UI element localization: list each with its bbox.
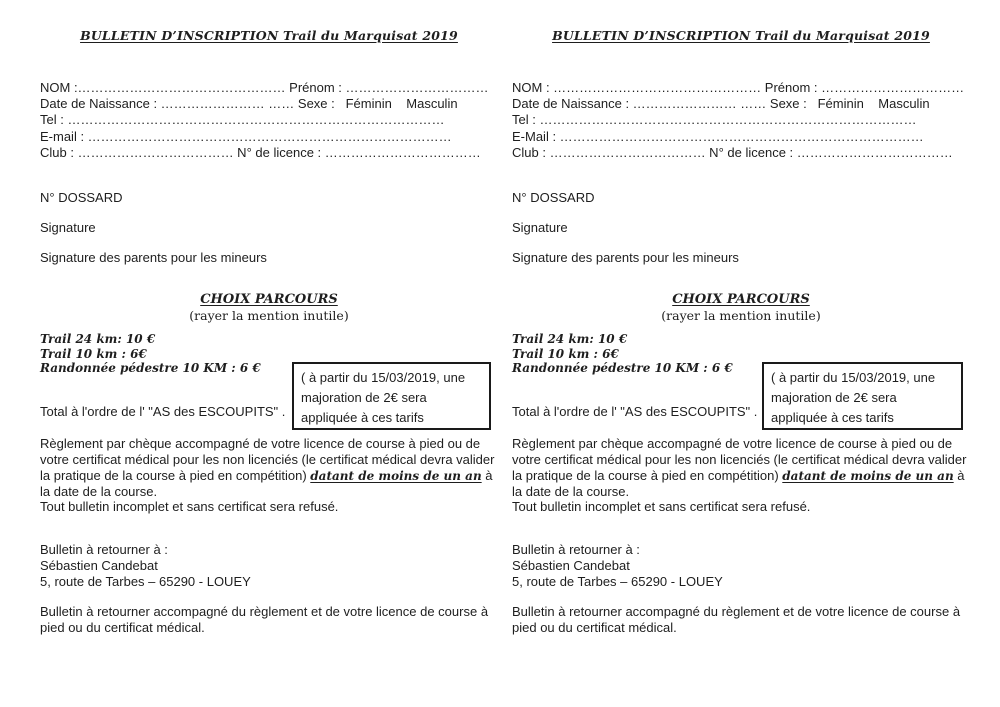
return-address-street: 5, route de Tarbes – 65290 - LOUEY <box>40 573 251 589</box>
dossard-label: N° DOSSARD <box>512 190 595 205</box>
refusal-notice: Tout bulletin incomplet et sans certificat sera refusé. <box>512 499 811 514</box>
signature-minors-label: Signature des parents pour les mineurs <box>512 250 739 265</box>
surcharge-note-box: ( à partir du 15/03/2019, une majoration de 2€ sera appliquée à ces tarifs <box>292 362 491 430</box>
field-email: E-Mail : ………………………………………………………………………… <box>512 128 924 144</box>
field-nom-prenom: NOM : ………………………………………… Prénom : …………………………… <box>512 80 965 95</box>
final-instruction: Bulletin à retourner accompagné du règlement et de votre licence de course à pied ou du certificat médical. <box>40 604 489 635</box>
surcharge-note-box: ( à partir du 15/03/2019, une majoration de 2€ sera appliquée à ces tarifs <box>762 362 963 430</box>
form-title: BULLETIN D’INSCRIPTION Trail du Marquisat 2019 <box>80 28 458 43</box>
signature-label: Signature <box>40 220 96 235</box>
field-email: E-mail : ………………………………………………………………………… <box>40 128 452 144</box>
price-trail-24: Trail 24 km: 10 € <box>40 332 156 346</box>
price-trail-24: Trail 24 km: 10 € <box>512 332 628 346</box>
course-choice-subtitle: (rayer la mention inutile) <box>189 308 349 323</box>
identity-fields <box>512 80 970 161</box>
course-choice-title: CHOIX PARCOURS <box>200 292 338 307</box>
course-choice-title: CHOIX PARCOURS <box>672 292 810 307</box>
return-address <box>40 542 498 590</box>
return-address-intro: Bulletin à retourner à : <box>40 542 168 557</box>
course-choice-subtitle: (rayer la mention inutile) <box>661 308 821 323</box>
price-rando: Randonnée pédestre 10 KM : 6 € <box>40 361 261 375</box>
return-address-intro: Bulletin à retourner à : <box>512 542 640 557</box>
payment-rules-text: Règlement par chèque accompagné de votre licence de course à pied ou de votre certificat médical pour les non licenciés (le certificat médical devra valider la pratique de la course à pied en compétition) <box>512 436 967 483</box>
medical-cert-validity-emphasis: datant de moins de un an <box>310 468 482 483</box>
return-address-name: Sébastien Candebat <box>512 557 630 573</box>
form-title: BULLETIN D’INSCRIPTION Trail du Marquisat 2019 <box>552 28 930 43</box>
medical-cert-validity-emphasis: datant de moins de un an <box>782 468 954 483</box>
dossard-label: N° DOSSARD <box>40 190 123 205</box>
price-trail-10: Trail 10 km : 6€ <box>512 346 619 361</box>
field-tel: Tel : …………………………………………………………………………… <box>512 112 917 128</box>
total-line: Total à l'ordre de l' "AS des ESCOUPITS" . <box>40 404 286 419</box>
field-naissance-sexe: Date de Naissance : …………………… …… Sexe : Féminin Masculin <box>40 96 458 112</box>
return-address-name: Sébastien Candebat <box>40 557 158 573</box>
total-line: Total à l'ordre de l' "AS des ESCOUPITS" . <box>512 404 758 419</box>
payment-rules-tail: à la date de la course. <box>512 467 965 500</box>
course-choice-heading <box>40 292 498 323</box>
return-address-street: 5, route de Tarbes – 65290 - LOUEY <box>512 573 723 589</box>
field-naissance-sexe: Date de Naissance : …………………… …… Sexe : Féminin Masculin <box>512 96 930 112</box>
price-trail-10: Trail 10 km : 6€ <box>40 346 147 361</box>
payment-rules-text: Règlement par chèque accompagné de votre licence de course à pied ou de votre certificat médical pour les non licenciés (le certificat médical devra valider la pratique de la course à pied en compétition) <box>40 436 495 483</box>
identity-fields <box>40 80 498 161</box>
field-club-licence: Club : ……………………………… N° de licence : ……………………………… <box>512 144 953 160</box>
form-copy-left <box>40 0 498 707</box>
signature-minors-label: Signature des parents pour les mineurs <box>40 250 267 265</box>
return-address <box>512 542 970 590</box>
signature-label: Signature <box>512 220 568 235</box>
final-instruction: Bulletin à retourner accompagné du règlement et de votre licence de course à pied ou du certificat médical. <box>512 604 961 635</box>
payment-rules-paragraph <box>512 436 972 500</box>
form-copy-right <box>512 0 970 707</box>
price-rando: Randonnée pédestre 10 KM : 6 € <box>512 361 733 375</box>
course-choice-heading <box>512 292 970 323</box>
field-club-licence: Club : ……………………………… N° de licence : ……………………………… <box>40 144 481 160</box>
field-nom-prenom: NOM :………………………………………… Prénom : …………………………… <box>40 80 489 95</box>
refusal-notice: Tout bulletin incomplet et sans certificat sera refusé. <box>40 499 339 514</box>
field-tel: Tel : …………………………………………………………………………… <box>40 112 445 128</box>
payment-rules-tail: à la date de la course. <box>40 467 493 500</box>
payment-rules-paragraph <box>40 436 500 500</box>
